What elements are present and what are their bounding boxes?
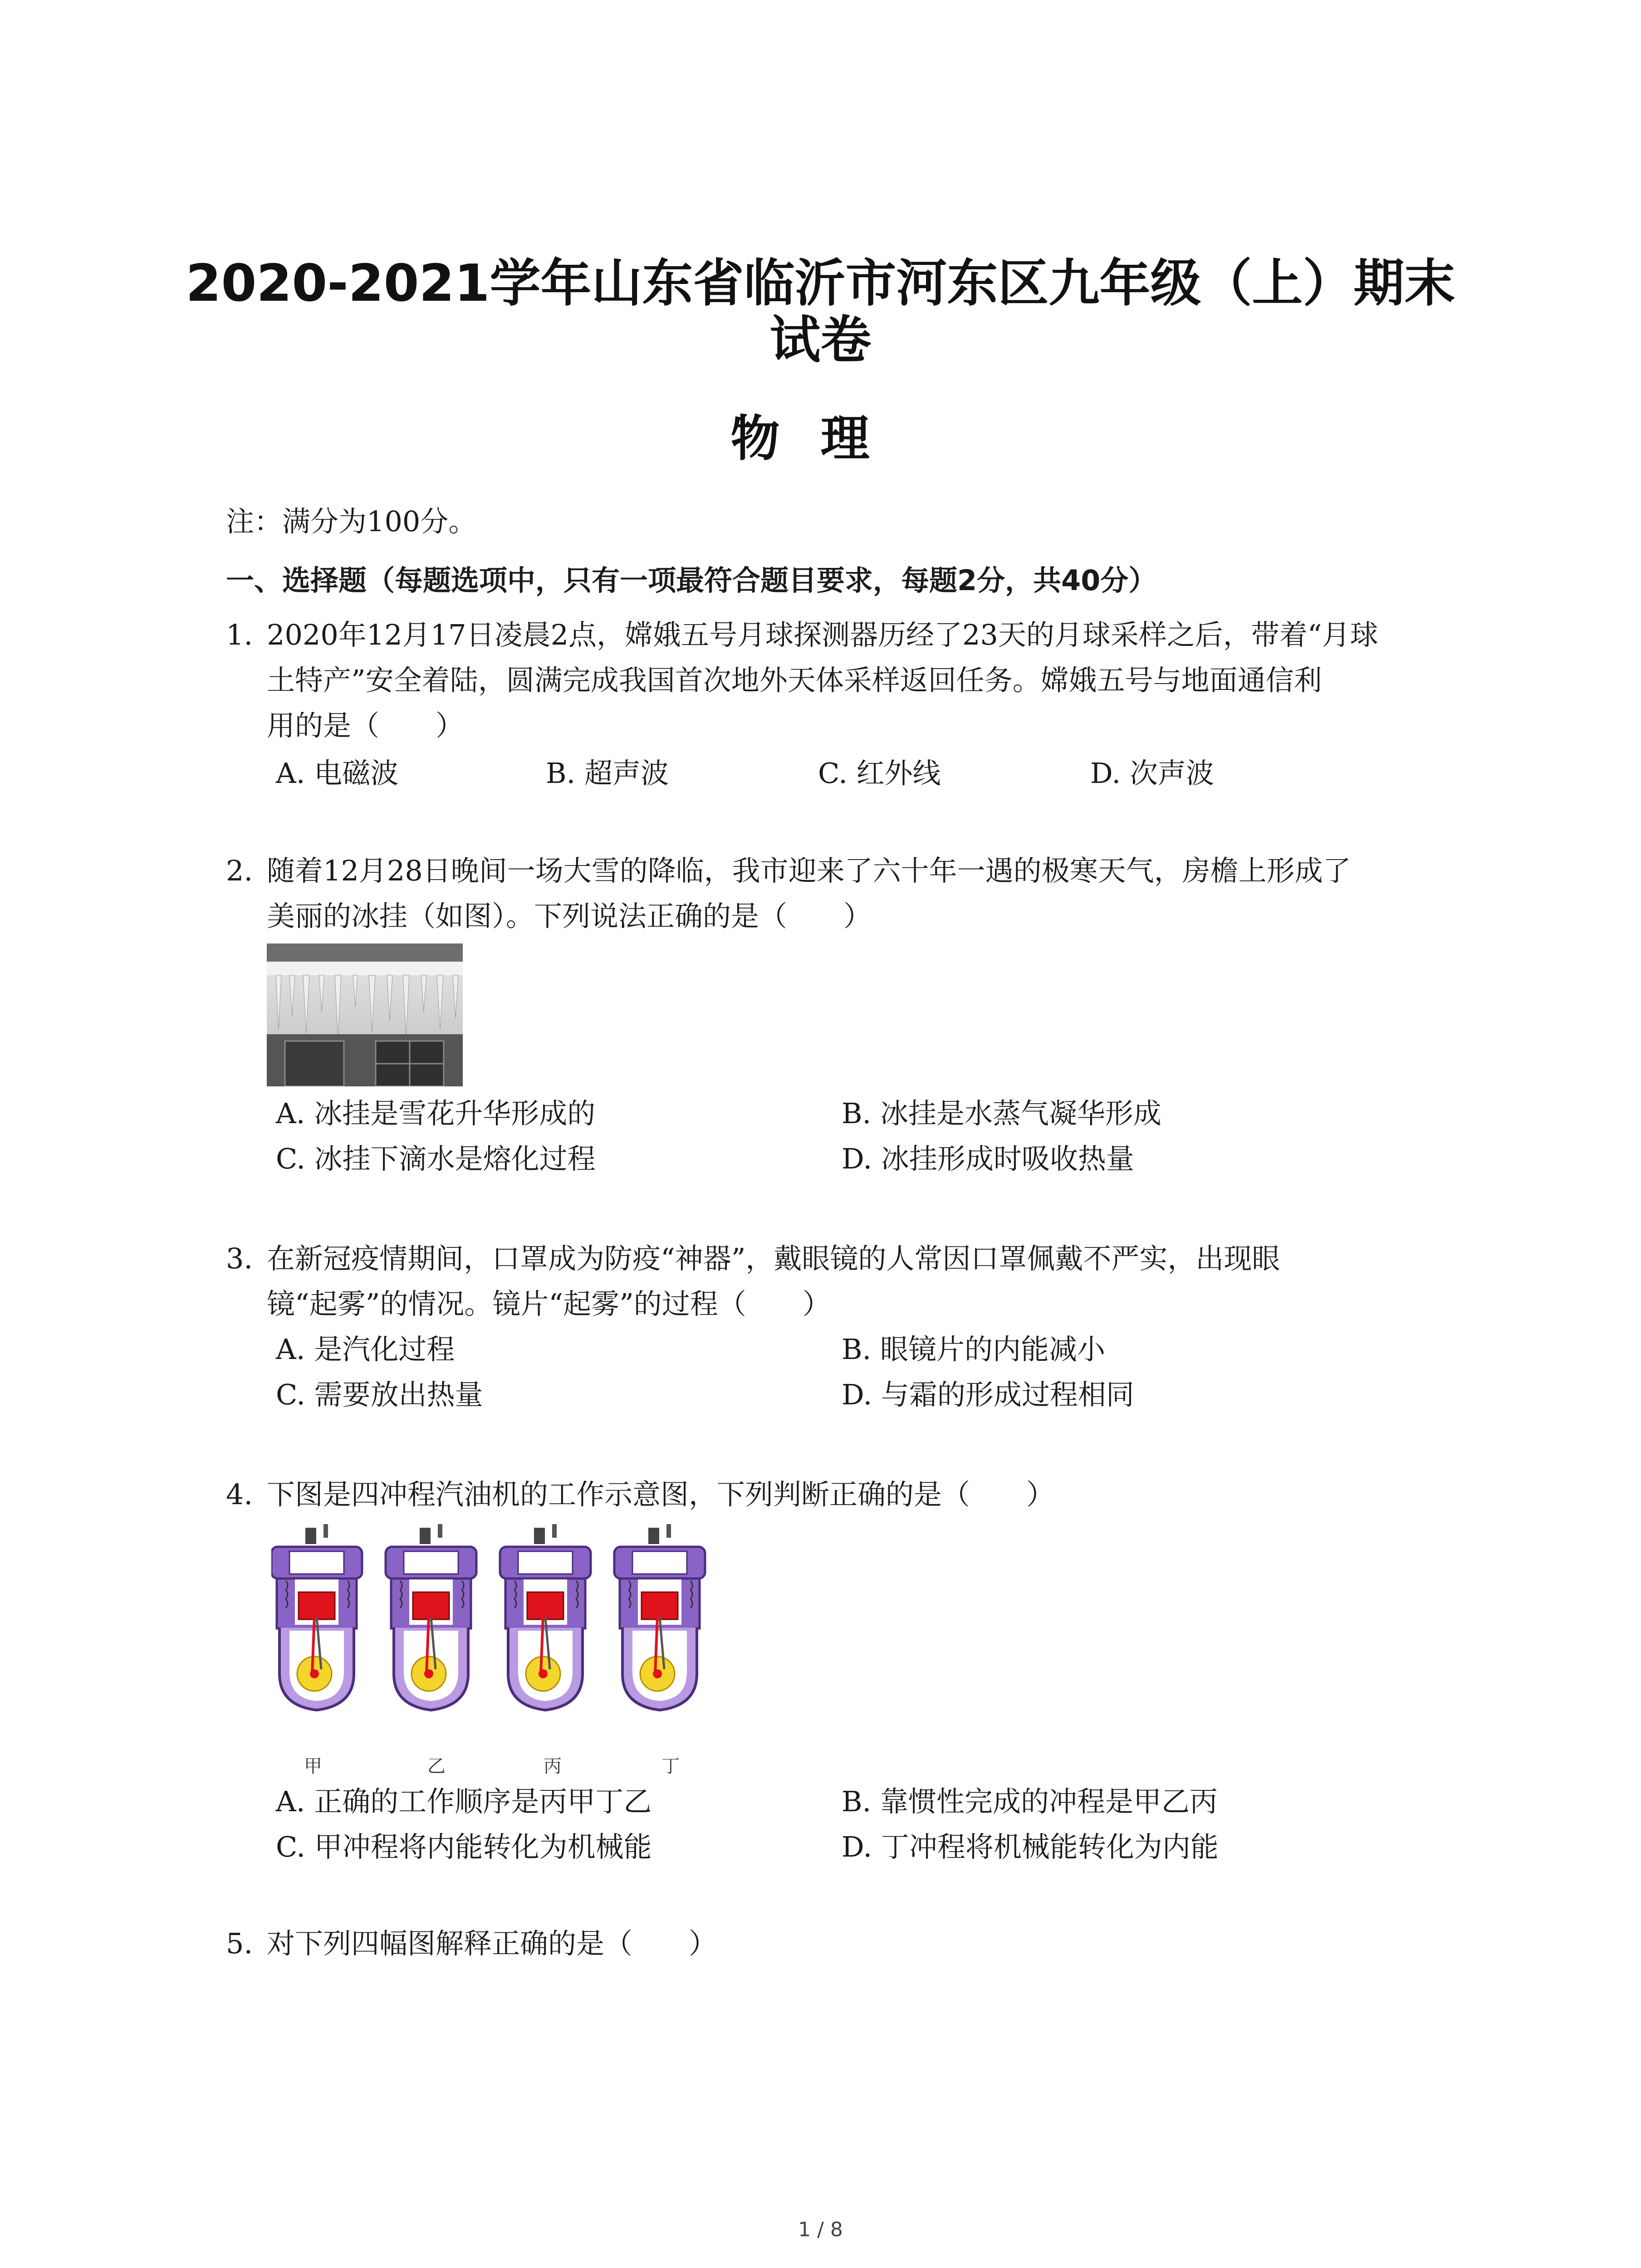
question-text: 2020年12月17日凌晨2点，嫦娥五号月球探测器历经了23天的月球采样之后，带着“月球 [267, 618, 1378, 651]
question-number: 4. [226, 1478, 253, 1511]
option-a: A. 正确的工作顺序是丙甲丁乙 [276, 1785, 652, 1818]
exam-title-line1: 2020-2021学年山东省临沂市河东区九年级（上）期末 [186, 254, 1455, 313]
figure-label-yi: 乙 [427, 1756, 446, 1777]
figure-label-ding: 丁 [661, 1756, 680, 1777]
question-text: 镜“起雾”的情况。镜片“起雾”的过程（ ） [267, 1287, 831, 1320]
option-d: D. 丁冲程将机械能转化为内能 [842, 1830, 1219, 1863]
figure-label-jia: 甲 [304, 1756, 322, 1777]
question-text: 美丽的冰挂（如图）。下列说法正确的是（ ） [267, 899, 872, 933]
option-b: B. 眼镜片的内能减小 [842, 1333, 1105, 1366]
option-a: A. 冰挂是雪花升华形成的 [276, 1097, 596, 1130]
option-a: A. 是汽化过程 [276, 1333, 455, 1366]
figure-label-bing: 丙 [544, 1756, 562, 1777]
question-number: 1. [226, 618, 253, 651]
option-a: A. 电磁波 [276, 757, 399, 790]
option-d: D. 与霜的形成过程相同 [842, 1378, 1134, 1411]
option-c: C. 需要放出热量 [276, 1378, 483, 1411]
section-heading: 一、选择题（每题选项中，只有一项最符合题目要求，每题2分，共40分） [226, 564, 1157, 597]
question-text: 对下列四幅图解释正确的是（ ） [267, 1927, 717, 1960]
question-text: 用的是（ ） [267, 709, 464, 742]
option-b: B. 超声波 [546, 757, 669, 790]
engine-stroke-diagram [271, 1524, 734, 1765]
question-number: 2. [226, 854, 253, 887]
exam-title-line2: 试卷 [769, 311, 872, 370]
question-text: 下图是四冲程汽油机的工作示意图，下列判断正确的是（ ） [267, 1478, 1055, 1511]
option-c: C. 红外线 [818, 757, 941, 790]
option-b: B. 冰挂是水蒸气凝华形成 [842, 1097, 1161, 1130]
question-number: 3. [226, 1242, 253, 1275]
icicle-photo [267, 943, 463, 1086]
question-number: 5. [226, 1927, 253, 1960]
question-text: 随着12月28日晚间一场大雪的降临，我市迎来了六十年一遇的极寒天气，房檐上形成了 [267, 854, 1351, 887]
page-number: 1 / 8 [798, 2218, 843, 2241]
option-c: C. 甲冲程将内能转化为机械能 [276, 1830, 652, 1863]
option-d: D. 冰挂形成时吸收热量 [842, 1142, 1134, 1175]
question-text: 在新冠疫情期间，口罩成为防疫“神器”，戴眼镜的人常因口罩佩戴不严实，出现眼 [267, 1242, 1280, 1275]
score-note: 注：满分为100分。 [226, 505, 477, 538]
subject-title: 物理 [730, 410, 911, 467]
option-d: D. 次声波 [1090, 757, 1214, 790]
option-c: C. 冰挂下滴水是熔化过程 [276, 1142, 596, 1175]
question-text: 土特产”安全着陆，圆满完成我国首次地外天体采样返回任务。嫦娥五号与地面通信利 [267, 664, 1322, 697]
option-b: B. 靠惯性完成的冲程是甲乙丙 [842, 1785, 1218, 1818]
